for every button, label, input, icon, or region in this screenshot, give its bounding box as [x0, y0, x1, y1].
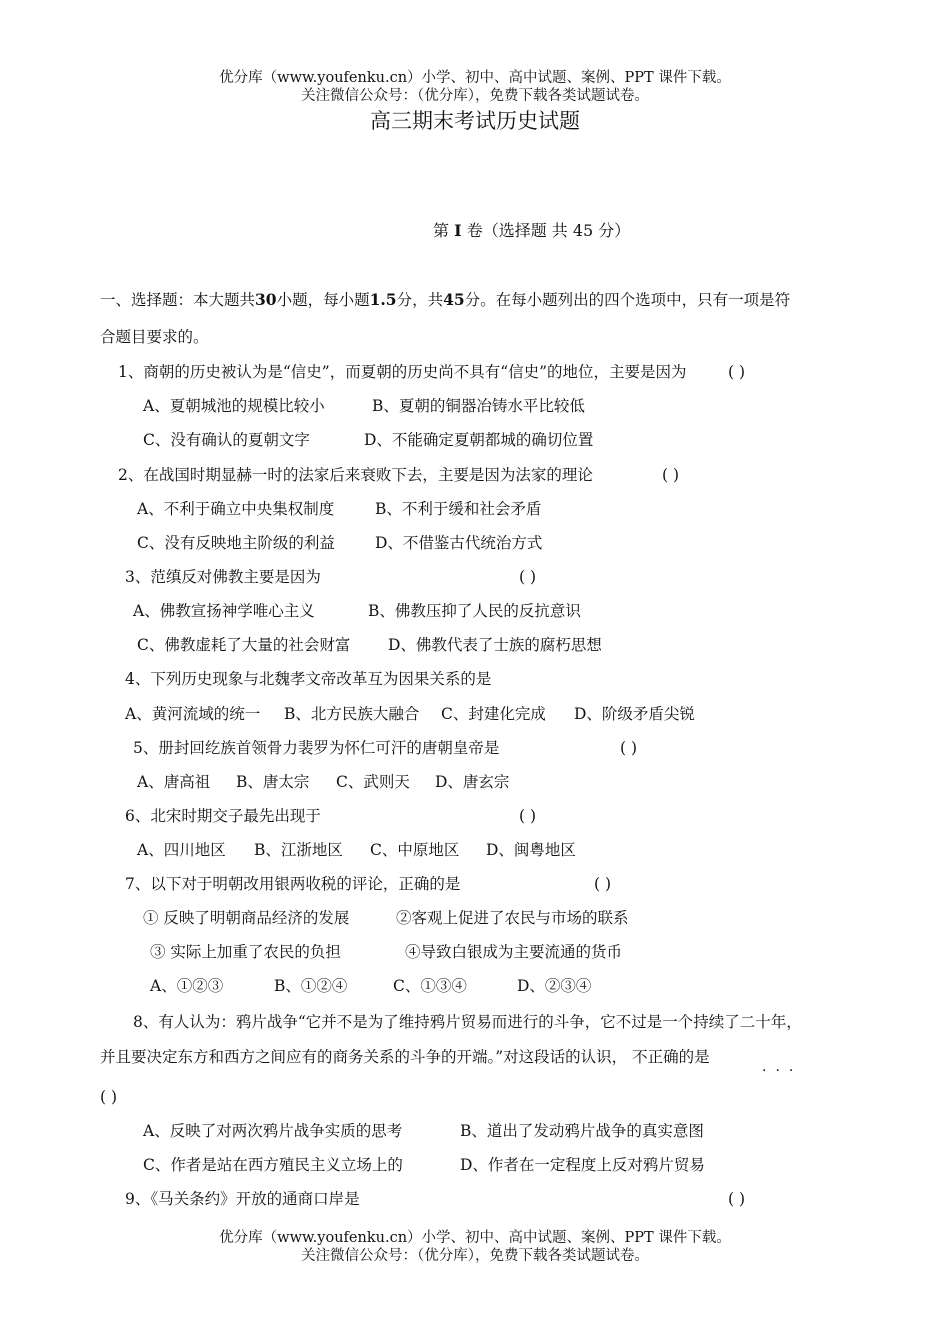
- question-7-option-d[interactable]: D、②③④: [517, 977, 592, 995]
- question-5-option-a[interactable]: A、唐高祖: [137, 773, 211, 791]
- question-4-option-c[interactable]: C、封建化完成: [441, 705, 546, 723]
- question-3-stem: 3、范缜反对佛教主要是因为: [125, 568, 321, 586]
- question-2-option-b[interactable]: B、不利于缓和社会矛盾: [375, 500, 542, 518]
- question-2-option-c[interactable]: C、没有反映地主阶级的利益: [137, 534, 335, 552]
- question-8-emphasis-dots: ···: [762, 1063, 803, 1079]
- question-1-option-a[interactable]: A、夏朝城池的规模比较小: [143, 397, 325, 415]
- instructions-line-1: [100, 290, 790, 310]
- question-7-stem: 7、以下对于明朝改用银两收税的评论，正确的是: [125, 875, 461, 893]
- footer-line-2: 关注微信公众号：（优分库），免费下载各类试题试卷。: [301, 1248, 649, 1264]
- question-3-option-a[interactable]: A、佛教宣扬神学唯心主义: [133, 602, 315, 620]
- question-5-stem: 5、册封回纥族首领骨力裴罗为怀仁可汗的唐朝皇帝是: [133, 739, 500, 757]
- instructions-text: 分。在每小题列出的四个选项中，只有一项是符: [464, 291, 791, 309]
- page-title: 高三期末考试历史试题: [370, 109, 580, 133]
- section-heading: [433, 221, 630, 241]
- instructions-line-2: 合题目要求的。: [100, 328, 209, 346]
- question-6-answer-blank[interactable]: ( ): [519, 807, 537, 825]
- instructions-question-count: 30: [255, 290, 277, 309]
- question-1-option-c[interactable]: C、没有确认的夏朝文字: [143, 431, 310, 449]
- question-4-option-a[interactable]: A、黄河流域的统一: [125, 705, 261, 723]
- question-1-option-b[interactable]: B、夏朝的铜器冶铸水平比较低: [372, 397, 585, 415]
- question-6-stem: 6、北宋时期交子最先出现于: [125, 807, 321, 825]
- question-2-option-d[interactable]: D、不借鉴古代统治方式: [375, 534, 543, 552]
- question-8-stem-line-2: [100, 1047, 710, 1067]
- question-8-option-b[interactable]: B、道出了发动鸦片战争的真实意图: [460, 1122, 704, 1140]
- question-8-stem-line-1: 8、有人认为：鸦片战争“它并不是为了维持鸦片贸易而进行的斗争，它不过是一个持续了二十年，: [133, 1013, 802, 1031]
- question-5-option-d[interactable]: D、唐玄宗: [435, 773, 510, 791]
- question-3-option-b[interactable]: B、佛教压抑了人民的反抗意识: [368, 602, 581, 620]
- question-1-stem: 1、商朝的历史被认为是“信史”，而夏朝的历史尚不具有“信史”的地位，主要是因为: [118, 363, 687, 381]
- question-3-option-c[interactable]: C、佛教虚耗了大量的社会财富: [137, 636, 351, 654]
- instructions-text: 分，共: [396, 291, 444, 309]
- question-8-stem-text: 并且要决定东方和西方之间应有的商务关系的斗争的开端。”对这段话的认识，: [100, 1048, 628, 1066]
- question-8-option-a[interactable]: A、反映了对两次鸦片战争实质的思考: [143, 1122, 403, 1140]
- section-suffix: 卷（选择题 共 45 分）: [466, 221, 631, 240]
- question-5-answer-blank[interactable]: ( ): [620, 739, 638, 757]
- question-7-option-c[interactable]: C、①③④: [393, 977, 467, 995]
- instructions-text: 一、选择题：本大题共: [100, 291, 256, 309]
- question-8-answer-blank[interactable]: ( ): [100, 1088, 118, 1106]
- question-8-option-d[interactable]: D、作者在一定程度上反对鸦片贸易: [460, 1156, 705, 1174]
- question-2-option-a[interactable]: A、不利于确立中央集权制度: [137, 500, 335, 518]
- instructions-points-each: 1.5: [369, 290, 397, 309]
- question-8-emphasis: 不正确的是: [632, 1048, 710, 1066]
- question-6-option-d[interactable]: D、闽粤地区: [486, 841, 576, 859]
- footer-line-1: 优分库（www.youfenku.cn）小学、初中、高中试题、案例、PPT 课件下载。: [219, 1230, 731, 1246]
- question-5-option-b[interactable]: B、唐太宗: [236, 773, 310, 791]
- header-line-1: 优分库（www.youfenku.cn）小学、初中、高中试题、案例、PPT 课件下载。: [219, 70, 731, 86]
- question-7-option-a[interactable]: A、①②③: [150, 977, 224, 995]
- question-7-statement-1: ① 反映了明朝商品经济的发展: [143, 909, 350, 927]
- question-7-statement-3: ③ 实际上加重了农民的负担: [150, 943, 341, 961]
- question-8-option-c[interactable]: C、作者是站在西方殖民主义立场上的: [143, 1156, 403, 1174]
- question-2-answer-blank[interactable]: ( ): [662, 466, 680, 484]
- section-roman: I: [454, 221, 462, 240]
- question-2-stem: 2、在战国时期显赫一时的法家后来衰败下去，主要是因为法家的理论: [118, 466, 593, 484]
- question-7-option-b[interactable]: B、①②④: [274, 977, 348, 995]
- question-3-answer-blank[interactable]: ( ): [519, 568, 537, 586]
- question-7-answer-blank[interactable]: ( ): [594, 875, 612, 893]
- instructions-total-points: 45: [443, 290, 465, 309]
- question-3-option-d[interactable]: D、佛教代表了士族的腐朽思想: [388, 636, 602, 654]
- question-9-stem: 9、《马关条约》开放的通商口岸是: [125, 1190, 360, 1208]
- question-4-stem: 4、下列历史现象与北魏孝文帝改革互为因果关系的是: [125, 670, 492, 688]
- question-1-answer-blank[interactable]: ( ): [728, 363, 746, 381]
- question-7-statement-2: ②客观上促进了农民与市场的联系: [396, 909, 629, 927]
- question-4-option-d[interactable]: D、阶级矛盾尖锐: [574, 705, 695, 723]
- question-6-option-b[interactable]: B、江浙地区: [254, 841, 343, 859]
- section-prefix: 第: [433, 221, 450, 240]
- instructions-text: 小题，每小题: [276, 291, 370, 309]
- question-6-option-a[interactable]: A、四川地区: [137, 841, 226, 859]
- question-7-statement-4: ④导致白银成为主要流通的货币: [405, 943, 623, 961]
- question-5-option-c[interactable]: C、武则天: [336, 773, 410, 791]
- question-9-answer-blank[interactable]: ( ): [728, 1190, 746, 1208]
- question-4-option-b[interactable]: B、北方民族大融合: [284, 705, 420, 723]
- header-line-2: 关注微信公众号：（优分库），免费下载各类试题试卷。: [301, 88, 649, 104]
- question-1-option-d[interactable]: D、不能确定夏朝都城的确切位置: [364, 431, 594, 449]
- question-6-option-c[interactable]: C、中原地区: [370, 841, 460, 859]
